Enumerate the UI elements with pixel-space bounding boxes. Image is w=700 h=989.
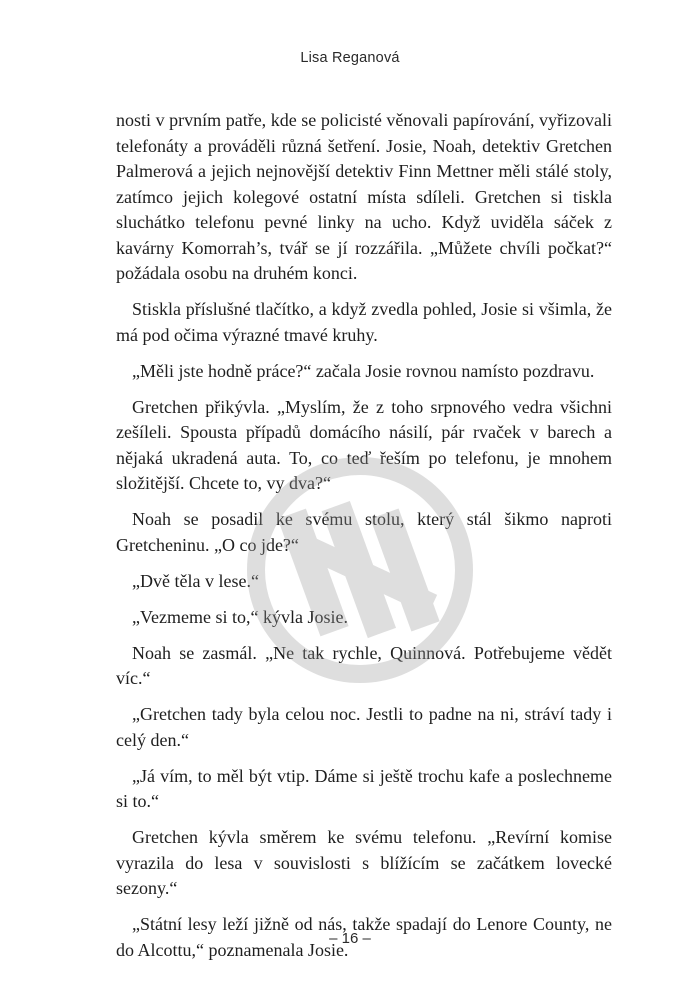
paragraph: „Měli jste hodně práce?“ začala Josie rovnou namísto pozdravu. [132,360,595,381]
paragraph: Noah se zasmál. „Ne tak rychle, Quinnová. Potřebujeme vědět víc.“ [116,642,612,688]
paragraph: Gretchen přikývla. „Myslím, že z toho srpnového vedra všichni zešíleli. Spousta případů domácího násilí, pár rvaček v barech a nějaká ukradená auta. To, co teď řeším po telefonu, je mnohem složitější. Chcete to, vy dva?“ [116,396,612,493]
paragraph: „Dvě těla v lese.“ [132,570,259,591]
running-head-author: Lisa Reganová [300,50,400,66]
page-number: – 16 – [329,930,371,947]
body-text [116,108,612,974]
paragraph: „Já vím, to měl být vtip. Dáme si ještě trochu kafe a poslechneme si to.“ [116,765,612,811]
paragraph: „Gretchen tady byla celou noc. Jestli to padne na ni, stráví tady i celý den.“ [116,704,612,750]
paragraph: „Státní lesy leží jižně od nás, takže spadají do Lenore County, ne do Alcottu,“ poznamenala Josie. [116,914,612,960]
paragraph: nosti v prvním patře, kde se policisté věnovali papírování, vyřizovali telefonáty a prováděli různá šetření. Josie, Noah, detektiv Gretchen Palmerová a jejich nejnovější detektiv Finn Mettner měli stálé stoly, zatímco jejich kolegové ostatní místa sdíleli. Gretchen si tiskla sluchátko telefonu pevné linky na ucho. Když uviděla sáček z kavárny Komorrah’s, tvář se jí rozzářila. „Můžete chvíli počkat?“ požádala osobu na druhém konci. [116,110,612,283]
paragraph: Stiskla příslušné tlačítko, a když zvedla pohled, Josie si všimla, že má pod očima výrazné tmavé kruhy. [116,299,612,345]
paragraph: „Vezmeme si to,“ kývla Josie. [132,606,348,627]
paragraph: Gretchen kývla směrem ke svému telefonu. „Revírní komise vyrazila do lesa v souvislosti s blížícím se začátkem lovecké sezony.“ [116,827,612,898]
paragraph: Noah se posadil ke svému stolu, který stál šikmo naproti Gretcheninu. „O co jde?“ [116,509,612,555]
